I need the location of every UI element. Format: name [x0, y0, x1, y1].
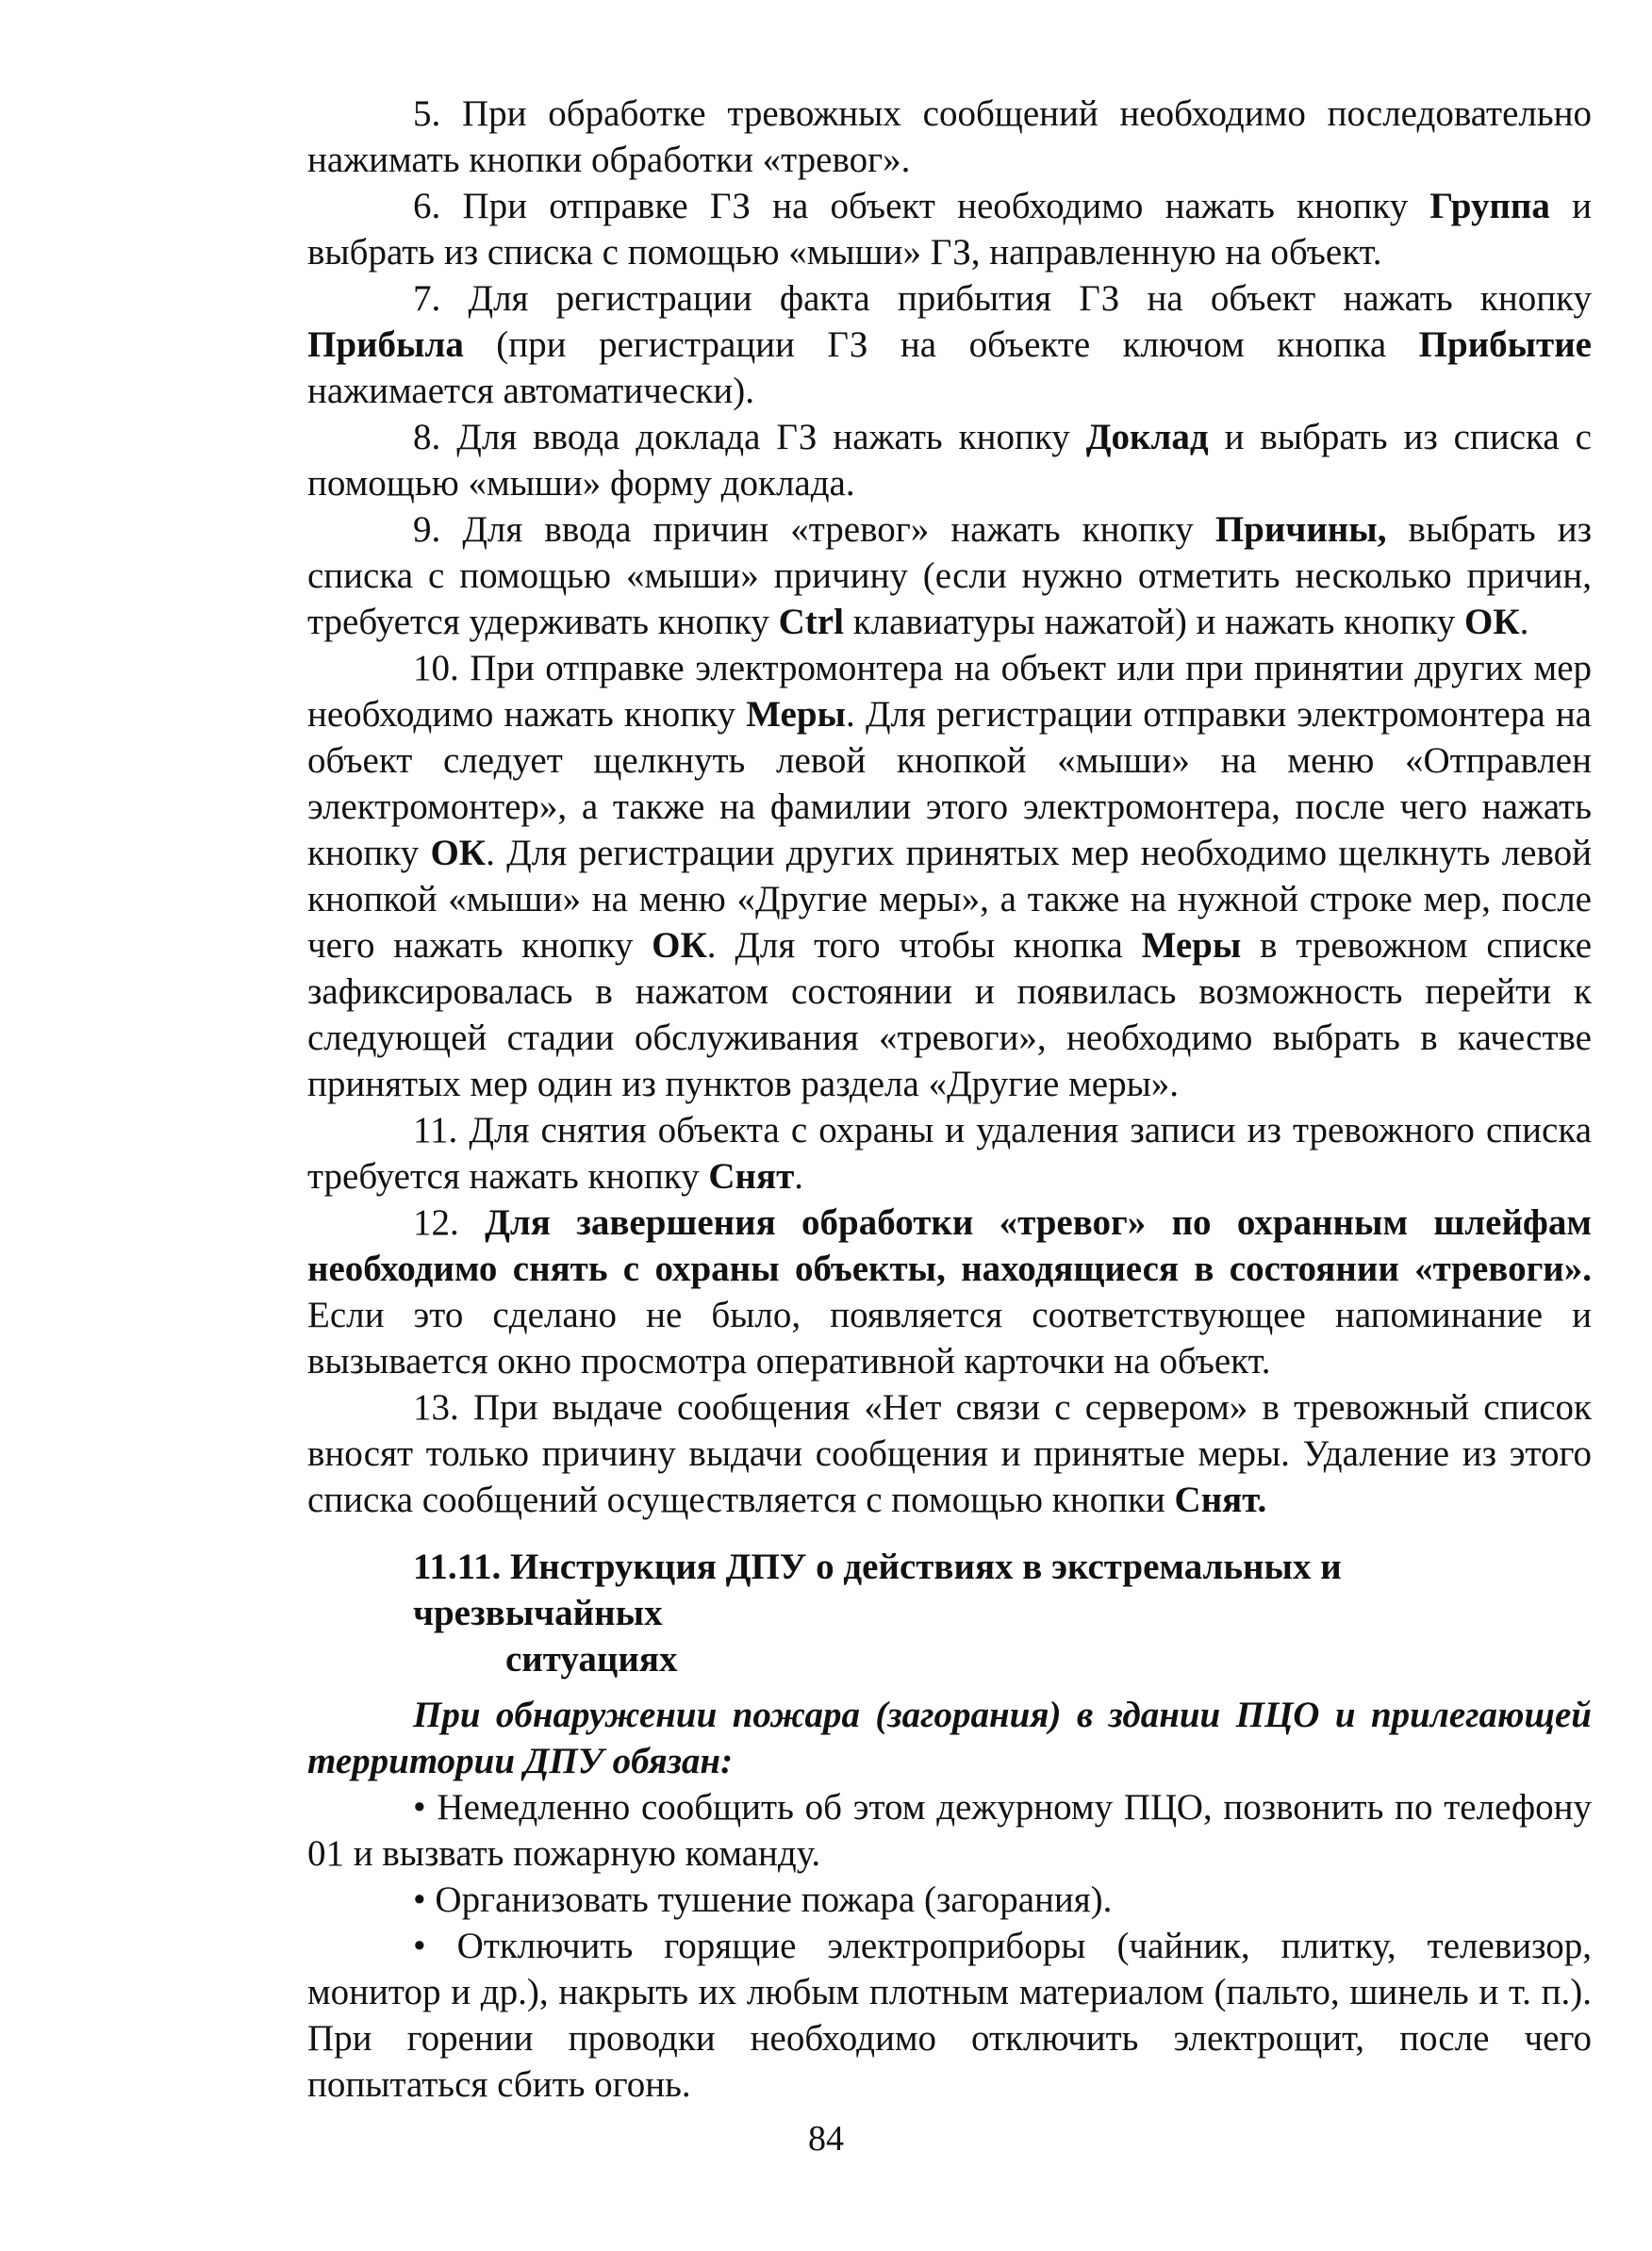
bold-text: Доклад	[1085, 417, 1209, 457]
paragraph-number: 5.	[413, 93, 441, 134]
bold-text: Группа	[1429, 186, 1550, 226]
text-run: . Для того чтобы кнопка	[706, 925, 1142, 966]
numbered-paragraph	[307, 506, 1592, 645]
text-run: нажимается автоматически).	[307, 371, 754, 411]
bold-text: Для завершения обработки «тревог» по охранным шлейфам необходимо снять с охраны объекты, находящиеся в состоянии «тревоги».	[307, 1202, 1592, 1289]
numbered-paragraph	[307, 91, 1592, 183]
numbered-paragraph	[307, 645, 1592, 1107]
text-run: клавиатуры нажатой) и нажать кнопку	[843, 602, 1465, 642]
bold-text: Прибыла	[307, 324, 464, 365]
paragraph-number: 12.	[413, 1202, 459, 1243]
subheading: При обнаружении пожара (загорания) в здании ПЦО и прилегающей территории ДПУ обязан:	[307, 1695, 1592, 1781]
text-run: При отправке ГЗ на объект необходимо нажать кнопку	[440, 186, 1430, 226]
paragraph-number: 6.	[413, 186, 441, 226]
text-run: выбрать из списка с помощью «мыши» причину (если нужно отметить несколько причин, требуется удерживать кнопку	[307, 509, 1592, 642]
text-run: и выбрать из списка с помощью «мыши» ГЗ, направленную на объект.	[307, 186, 1592, 273]
paragraph-number: 9.	[413, 509, 441, 550]
bold-text: Снят	[708, 1156, 795, 1197]
text-run: При отправке электромонтера на объект или при принятии других мер необходимо нажать кнопку	[307, 648, 1592, 735]
bullet-item: • Немедленно сообщить об этом дежурному ПЦО, позвонить по телефону 01 и вызвать пожарную команду.	[307, 1787, 1592, 1874]
bullet-item: • Отключить горящие электроприборы (чайник, плитку, телевизор, монитор и др.), накрыть их любым плотным материалом (пальто, шинель и т. п.). При горении проводки необходимо отключить электрощит, после чего попытаться сбить огонь.	[307, 1926, 1592, 2105]
bold-text: ОК	[430, 833, 487, 873]
numbered-paragraphs	[307, 91, 1592, 1523]
numbered-paragraph	[307, 1384, 1592, 1523]
paragraph-number: 10.	[413, 648, 459, 688]
bold-text: Снят.	[1174, 1480, 1267, 1520]
bullet-item: • Организовать тушение пожара (загорания).	[413, 1879, 1113, 1920]
text-run: При обработке тревожных сообщений необходимо последовательно нажимать кнопки обработки «тревог».	[307, 93, 1592, 180]
bold-text: Прибытие	[1418, 324, 1592, 365]
numbered-paragraph	[307, 414, 1592, 506]
numbered-paragraph	[307, 275, 1592, 414]
bold-text: Причины,	[1214, 509, 1387, 550]
text-run: .	[1519, 602, 1529, 642]
section-title-line-1: Инструкция ДПУ о действиях в экстремальных и чрезвычайных	[413, 1547, 1342, 1633]
text-run: Для снятия объекта с охраны и удаления записи из тревожного списка требуется нажать кнопку	[307, 1110, 1592, 1197]
paragraph-number: 13.	[413, 1387, 459, 1428]
bold-text: Меры	[746, 694, 846, 735]
text-run: .	[794, 1156, 803, 1197]
text-run: Для ввода причин «тревог» нажать кнопку	[440, 509, 1215, 550]
text-run: (при регистрации ГЗ на объекте ключом кнопка	[463, 324, 1419, 365]
bold-text: ОК	[1464, 602, 1520, 642]
bold-text: Меры	[1141, 925, 1242, 966]
paragraph-number: 7.	[413, 278, 441, 319]
numbered-paragraph	[307, 1107, 1592, 1200]
text-run: При выдаче сообщения «Нет связи с сервером» в тревожный список вносят только причину выдачи сообщения и принятые меры. Удаление из этого списка сообщений осуществляется с помощью кнопки	[307, 1387, 1592, 1520]
text-run: и выбрать из списка с помощью «мыши» форму доклада.	[307, 417, 1592, 504]
bold-text: ОК	[652, 925, 707, 966]
section-title-line-2: ситуациях	[505, 1639, 678, 1680]
text-run: . Для регистрации отправки электромонтера на объект следует щелкнуть левой кнопкой «мыши» на меню «Отправлен электромонтер», а также на фамилии этого электромонтера, после чего нажать кнопку	[307, 694, 1592, 873]
text-run: . Для регистрации других принятых мер необходимо щелкнуть левой кнопкой «мыши» на меню «Другие меры», а также на нужной строке мер, после чего нажать кнопку	[307, 833, 1593, 966]
page-body	[307, 91, 1592, 2108]
paragraph-number: 8.	[413, 417, 441, 457]
numbered-paragraph	[307, 1200, 1592, 1384]
text-run: в тревожном списке зафиксировалась в нажатом состоянии и появилась возможность перейти к следующей стадии обслуживания «тревоги», необходимо выбрать в качестве принятых мер один из пунктов раздела «Другие меры».	[307, 925, 1593, 1104]
page-number: 84	[808, 2119, 844, 2159]
paragraph-number: 11.	[413, 1110, 458, 1150]
section-number: 11.11.	[413, 1547, 502, 1587]
numbered-paragraph	[307, 183, 1592, 275]
text-run: Для регистрации факта прибытия ГЗ на объект нажать кнопку	[440, 278, 1592, 319]
text-run: Для ввода доклада ГЗ нажать кнопку	[440, 417, 1086, 457]
text-run: Если это сделано не было, появляется соответствующее напоминание и вызывается окно просмотра оперативной карточки на объект.	[307, 1295, 1592, 1382]
bold-text: Ctrl	[778, 602, 844, 642]
section-heading	[307, 1544, 1592, 1682]
